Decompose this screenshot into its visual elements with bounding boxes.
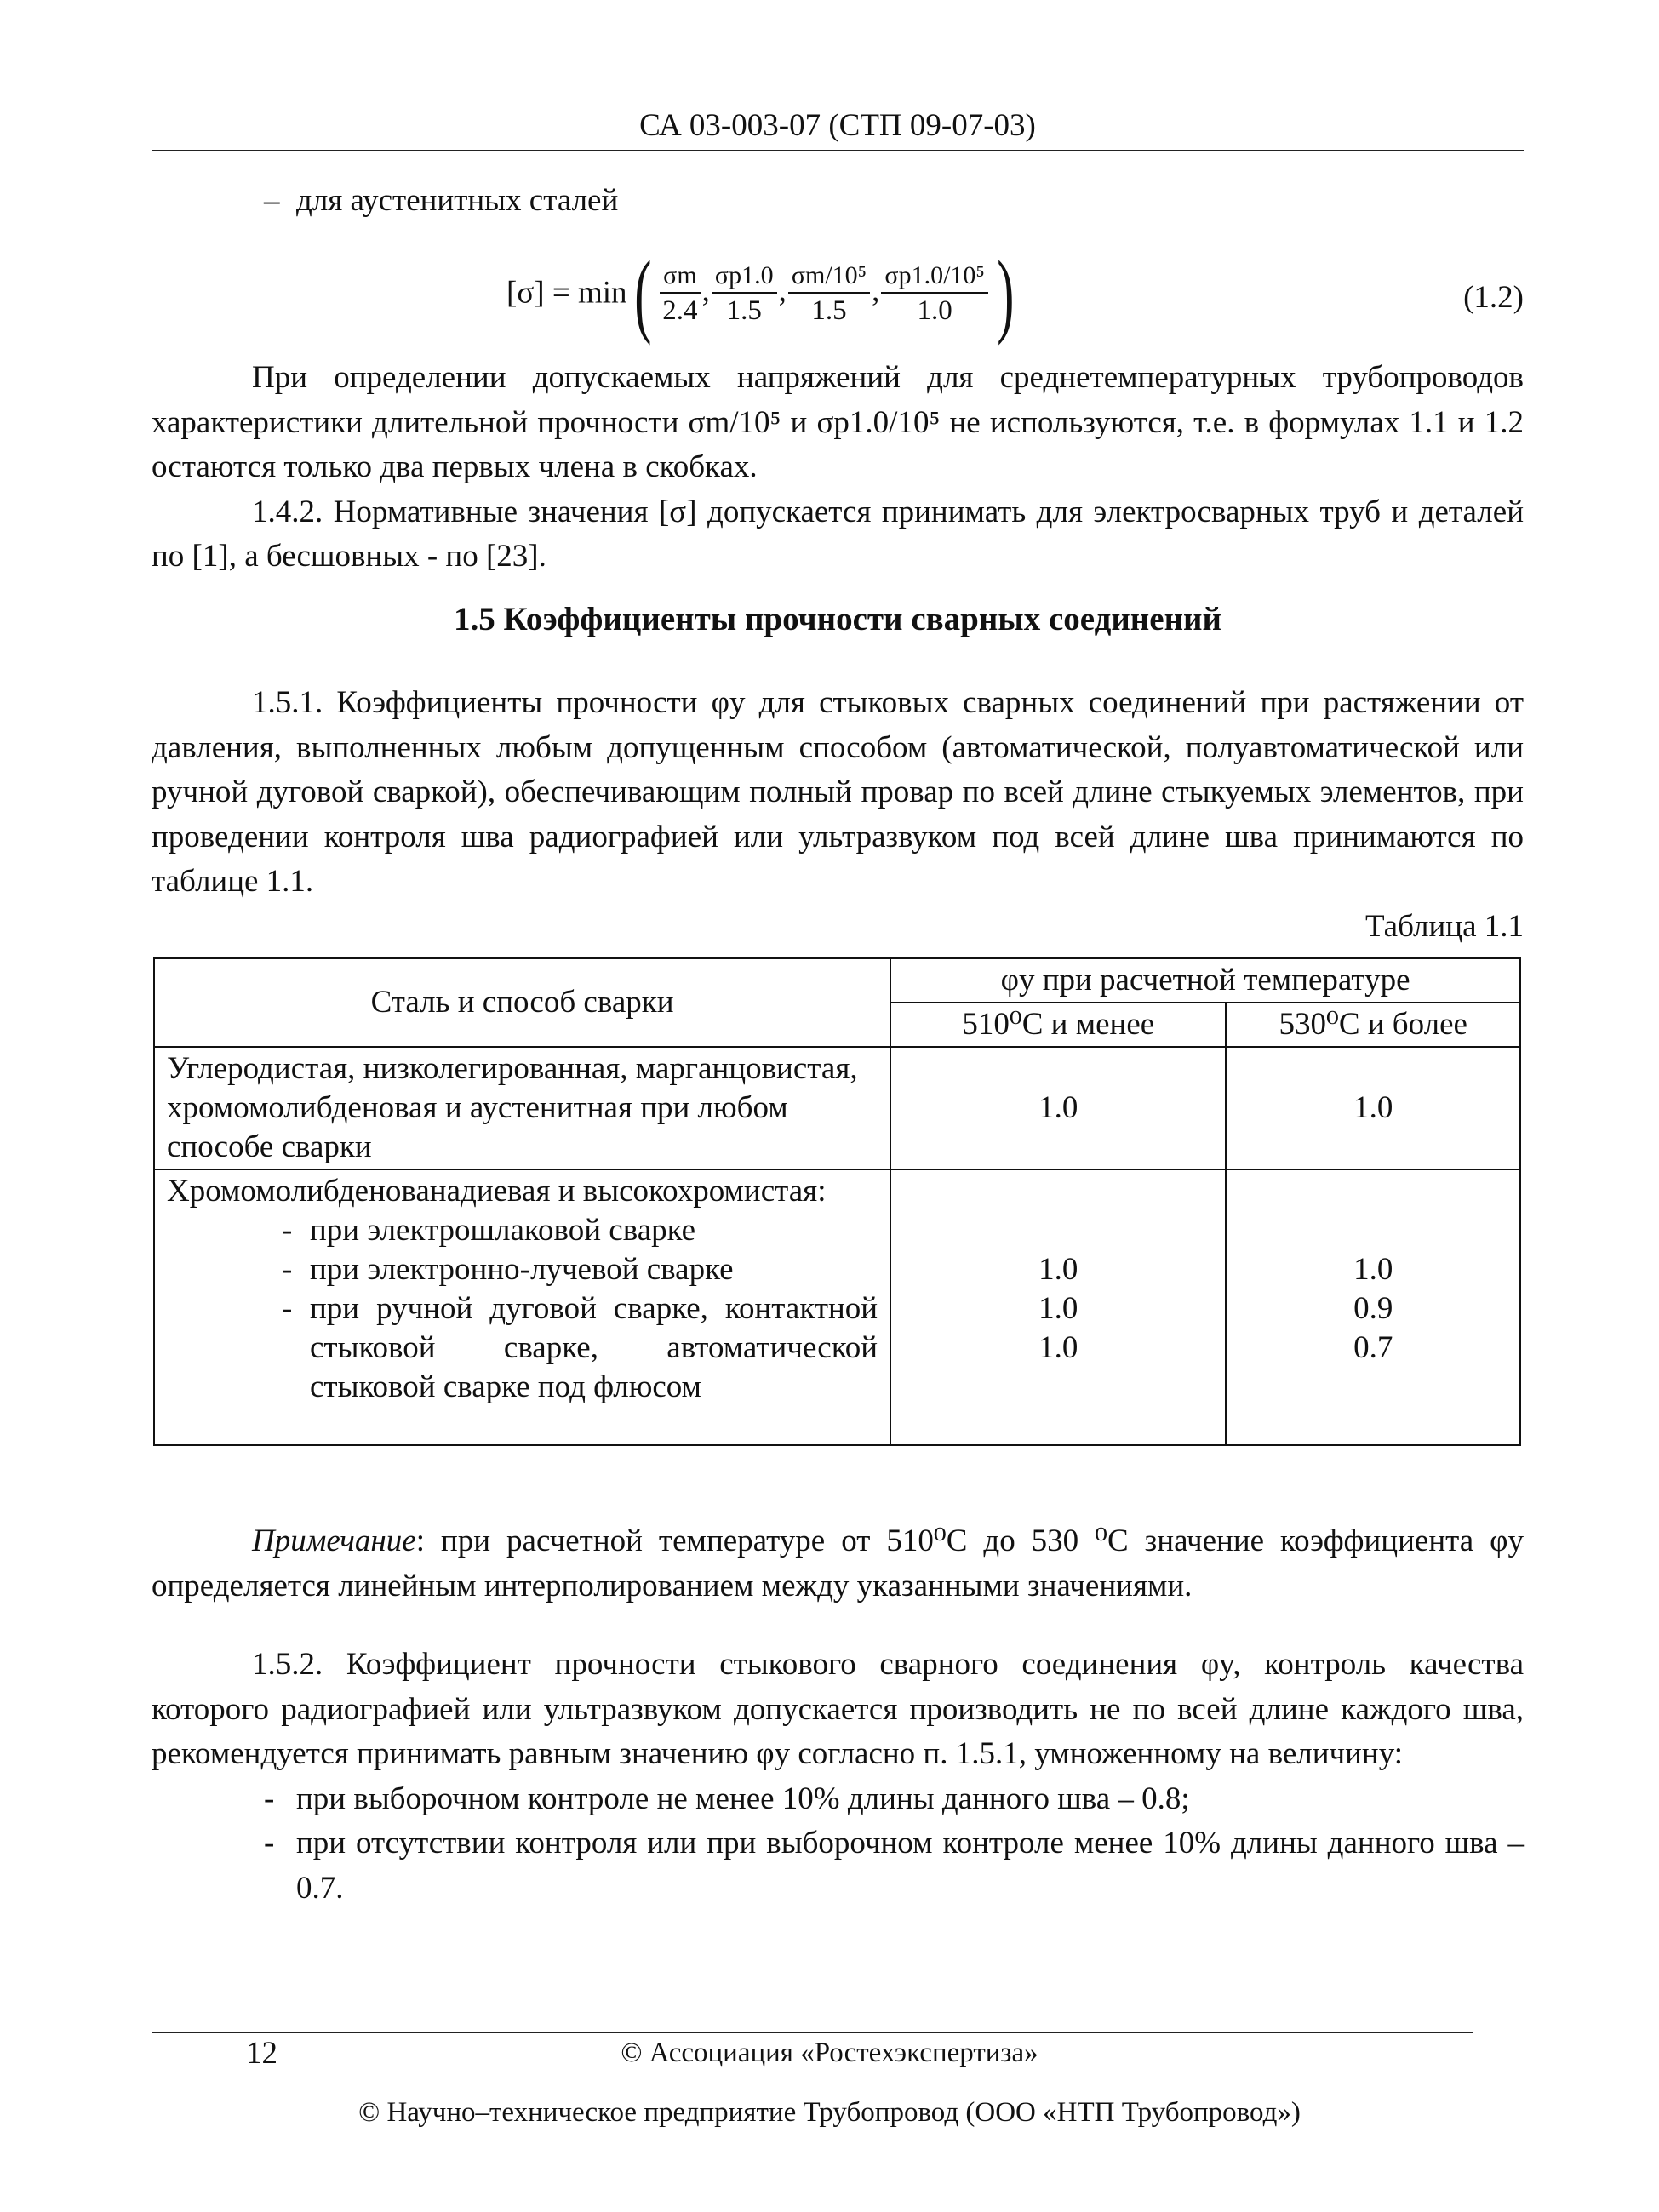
dash-marker: – [264,183,280,218]
formula-1-2: [σ] = min( $\frac{\sigma m}{2.4}$ , $\frac{\sigma p1.0}{1.5}$ , $\frac{\text{σm/10⁵}}{1.5}$ , $\frac{\text{σp1.0/10⁵}}{1.0}$ ) (1.2) [506,242,1524,346]
row2-value-510: 1.0 [1038,1291,1078,1326]
paragraph-1-4-2: 1.4.2. Нормативные значения [σ] допускается принимать для электросварных труб и деталей по [1], а бесшовных - по [23]. [152,494,1524,574]
table-caption: Таблица 1.1 [1365,909,1524,944]
row2-method-item: - при ручной дуговой сварке, контактной стыковой сварке, автоматической стыковой сварке под флюсом [282,1291,878,1404]
document-header: СА 03-003-07 (СТП 09-07-03) [152,106,1524,151]
paragraph-mid-temp: При определении допускаемых напряжений для среднетемпературных трубопроводов характеристики длительной прочности σm/10⁵ и σp1.0/10⁵ не используются, т.е. в формулах 1.1 и 1.2 остаются только два первых члена в скобках. [152,360,1524,485]
strength-coefficient-table [153,957,1521,1446]
list-item: - при отсутствии контроля или при выборочном контроле менее 10% длины данного шва – 0.7. [264,1826,1524,1906]
table-row [154,1047,1520,1169]
col-header-530: 530⁰С и более [1226,1003,1520,1047]
table-header-row [154,958,1520,1003]
row2-value-530: 0.7 [1353,1330,1393,1365]
footer-association: © Ассоциация «Ростехэкспертиза» [621,2038,1038,2068]
row2-value-510: 1.0 [1038,1330,1078,1365]
row2-value-530: 1.0 [1353,1252,1393,1287]
col-header-510: 510⁰С и менее [890,1003,1226,1047]
table-row [154,1169,1520,1445]
austenitic-label: для аустенитных сталей [296,183,619,218]
austenitic-intro [152,179,1524,224]
body-text-1 [152,356,1524,580]
row1-value-510: 1.0 [890,1047,1226,1169]
table-note [152,1519,1524,1609]
equation-number: (1.2) [1463,280,1524,315]
formula-lhs: [σ] = min [506,275,627,311]
section-title-1-5: 1.5 Коэффициенты прочности сварных соединений [454,601,1221,637]
paragraph-1-5-2: 1.5.2. Коэффициент прочности стыкового сварного соединения φy, контроль качества которого радиографией или ультразвуком допускается производить не по всей длине каждого шва, рекомендуется принимать равным значению φy согласно п. 1.5.1, умноженному на величину: [152,1647,1524,1772]
formula-term-1: $\frac{\sigma m}{2.4}$ [660,260,701,328]
formula-term-3: $\frac{\text{σm/10⁵}}{1.5}$ [788,260,870,328]
list-item: - при выборочном контроле не менее 10% длины данного шва – 0.8; [264,1780,1190,1816]
row1-steel: Углеродистая, низколегированная, марганцовистая, хромомолибденовая и аустенитная при любом способе сварки [154,1047,890,1169]
col-header-group: φy при расчетной температуре [890,958,1520,1003]
formula-term-2: $\frac{\sigma p1.0}{1.5}$ [712,260,777,328]
formula-term-4: $\frac{\text{σp1.0/10⁵}}{1.0}$ [881,260,987,328]
note-label: Примечание [252,1523,416,1558]
body-text-3 [152,1643,1524,1911]
body-text-2 [152,681,1524,905]
note-text: : при расчетной температуре от 510⁰С до 530 ⁰С значение коэффициента φy определяется линейным интерполированием между указанными значениями. [152,1523,1524,1603]
col-header-steel: Сталь и способ сварки [154,958,890,1047]
row2-method-item: - при электрошлаковой сварке [282,1213,696,1248]
row2-value-530: 0.9 [1353,1291,1393,1326]
row2-method-item: - при электронно-лучевой сварке [282,1252,734,1287]
page-number: 12 [246,2036,277,2071]
row2-steel: Хромомолибденованадиевая и высокохромистая: [167,1174,827,1209]
row1-value-530: 1.0 [1226,1047,1520,1169]
paragraph-1-5-1: 1.5.1. Коэффициенты прочности φy для стыковых сварных соединений при растяжении от давления, выполненных любым допущенным способом (автоматической, полуавтоматической или ручной дуговой сваркой), обеспечивающим полный провар по всей длине стыкуемых элементов, при проведении контроля шва радиографией или ультразвуком под всей длине шва принимаются по таблице 1.1. [152,685,1524,900]
row2-value-510: 1.0 [1038,1252,1078,1287]
footer-organization: © Научно–техническое предприятие Трубопровод (ООО «НТП Трубопровод») [358,2097,1301,2128]
